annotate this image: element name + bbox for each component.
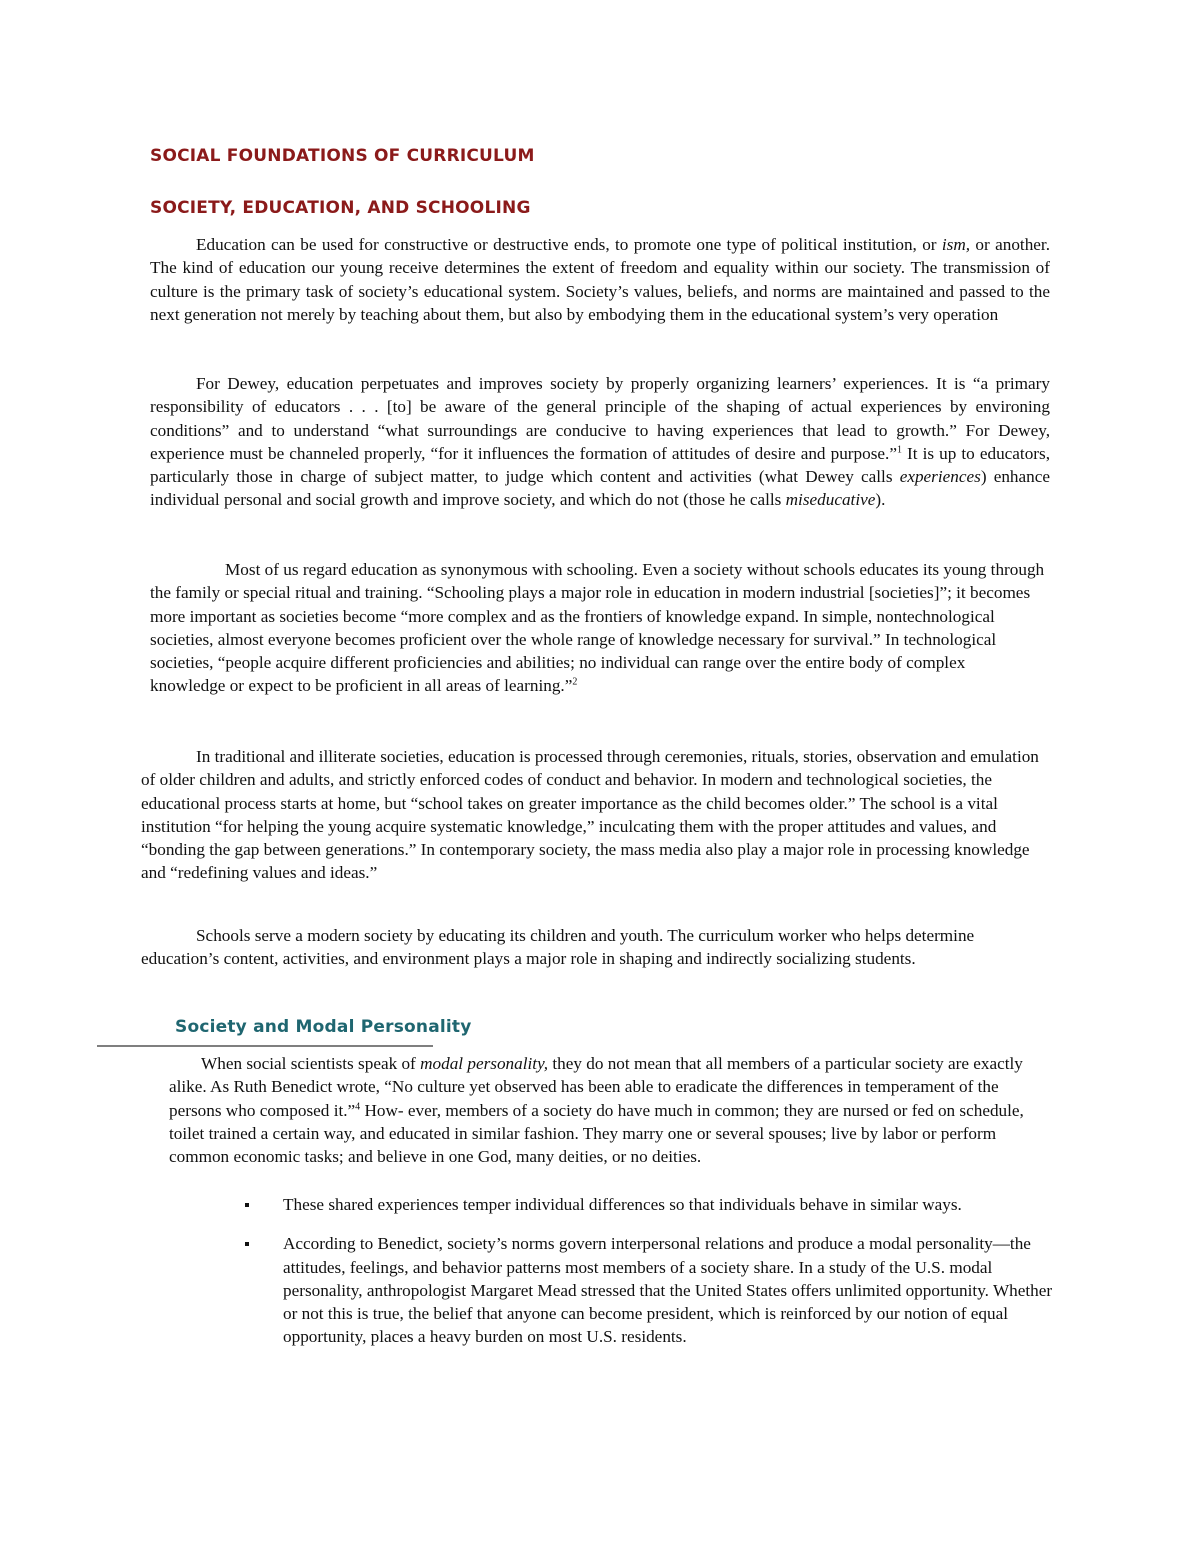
- paragraph-traditional-societies: In traditional and illiterate societies, education is processed through ceremonies, rituals, stories, observation and emulation of older children and adults, and strictly enforced codes of conduct and behavior. In modern and technological societies, the educational process starts at home, but “school takes on greater importance as the child becomes older.” The school is a vital institution “for helping the young acquire systematic knowledge,” inculcating them with the proper attitudes and values, and “bonding the gap between generations.” In contemporary society, the mass media also play a major role in processing knowledge and “redefining values and ideas.”: [141, 747, 1039, 883]
- list-item: According to Benedict, society’s norms govern interpersonal relations and produce a modal personality—the attitudes, feelings, and behavior patterns most members of a society share. In a study of the U.S. modal personality, anthropologist Margaret Mead stressed that the United States offers unlimited opportunity. Whether or not this is true, the belief that anyone can become president, which is reinforced by our notion of equal opportunity, places a heavy burden on most U.S. residents.: [245, 1232, 1065, 1348]
- footnote-ref-1: 1: [896, 444, 902, 456]
- document-title: SOCIAL FOUNDATIONS OF CURRICULUM: [150, 146, 535, 166]
- bullet-icon: [245, 1203, 249, 1207]
- bullet-list: [245, 1193, 1065, 1365]
- subsection-heading: Society and Modal Personality: [175, 1017, 472, 1037]
- footnote-ref-4: 4: [355, 1100, 361, 1112]
- paragraph-dewey: For Dewey, education perpetuates and improves society by properly organizing learners’ experiences. It is “a primary responsibility of educators . . . [to] be aware of the general principle of the shaping of actual experiences by environing conditions” and to understand “what surroundings are conducive to having experiences that lead to growth.” For Dewey, experience must be channeled properly, “for it influences the formation of attitudes of desire and purpose.”$^1$ It is up to educators, particularly those in charge of subject matter, to judge which content and activities (what Dewey calls experiences) enhance individual personal and social growth and improve society, and which do not (those he calls miseducative).: [150, 374, 1050, 510]
- heading-underline-rule: [97, 1045, 433, 1047]
- list-item: These shared experiences temper individual differences so that individuals behave in similar ways.: [245, 1193, 1065, 1216]
- footnote-ref-2: 2: [572, 676, 578, 688]
- paragraph-modal-personality: When social scientists speak of modal personality, they do not mean that all members of a particular society are exactly alike. As Ruth Benedict wrote, “No culture yet observed has been able to eradicate the differences in temperament of the persons who composed it.”$^4$ How- ever, members of a society do have much in common; they are nursed or fed on schedule, toilet trained a certain way, and educated in similar fashion. They marry one or several spouses; live by labor or perform common economic tasks; and believe in one God, many deities, or no deities.: [169, 1054, 1024, 1167]
- bullet-icon: [245, 1242, 249, 1246]
- paragraph-schools-serve: Schools serve a modern society by educating its children and youth. The curriculum worker who helps determine education’s content, activities, and environment plays a major role in shaping and indirectly socializing students.: [141, 926, 975, 969]
- section-heading: SOCIETY, EDUCATION, AND SCHOOLING: [150, 198, 531, 218]
- paragraph-education-ends: Education can be used for constructive or destructive ends, to promote one type of political institution, or ism, or another. The kind of education our young receive determines the extent of freedom and equality within our society. The transmission of culture is the primary task of society’s educational system. Society’s values, beliefs, and norms are maintained and passed to the next generation not merely by teaching about them, but also by embodying them in the educational system’s very operation: [150, 235, 1050, 324]
- paragraph-schooling: Most of us regard education as synonymous with schooling. Even a society without schools educates its young through the family or special ritual and training. “Schooling plays a major role in education in modern industrial [societies]”; it becomes more important as societies become “more complex and as the frontiers of knowledge expand. In simple, nontechnological societies, almost everyone becomes proficient over the whole range of knowledge necessary for survival.” In technological societies, “people acquire different proficiencies and abilities; no individual can range over the entire body of complex knowledge or expect to be proficient in all areas of learning.”$^2$: [150, 560, 1045, 696]
